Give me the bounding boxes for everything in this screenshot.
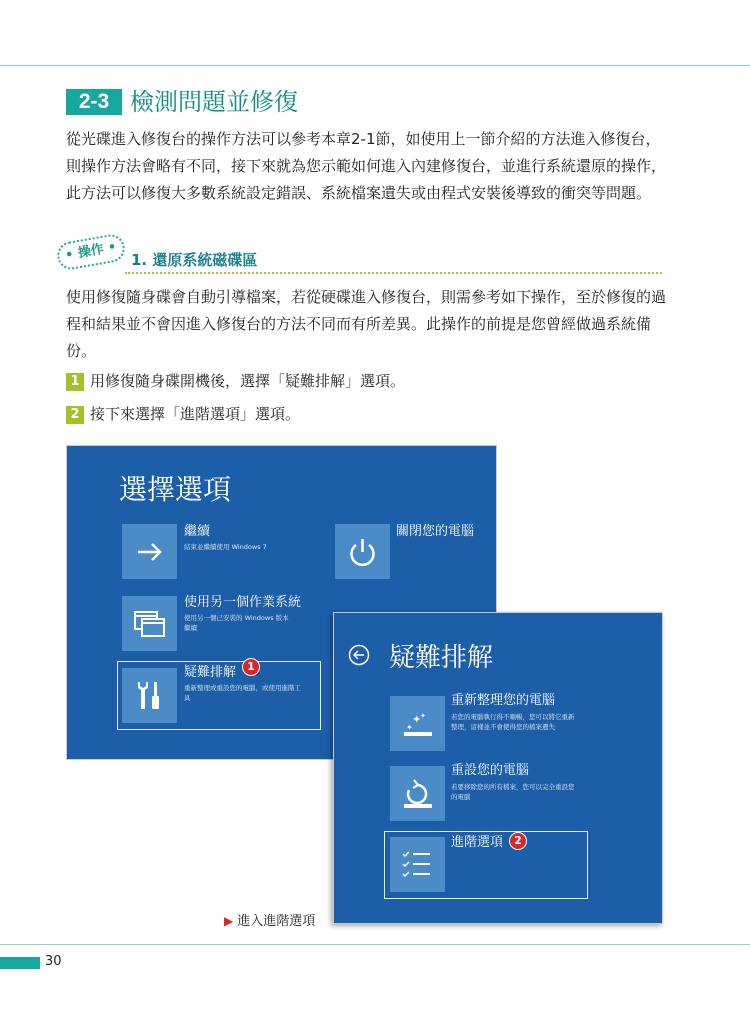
dotted-divider xyxy=(125,272,662,274)
windows-stack-icon xyxy=(122,596,177,651)
back-arrow-icon xyxy=(348,644,370,666)
continue-tile[interactable] xyxy=(122,524,177,579)
svg-text:✦: ✦ xyxy=(412,713,422,726)
intro-paragraph: 從光碟進入修復台的操作方法可以參考本章2-1節，如使用上一節介紹的方法進入修復台，則操作方法會略有不同，接下來就為您示範如何進入內建修復台，並進行系統還原的操作，此方法可以修復大多數系統設定錯誤、系統檔案遺失或由程式安裝後導致的衝突等問題。 xyxy=(66,130,667,202)
svg-text:✦: ✦ xyxy=(406,723,413,732)
figure-caption xyxy=(224,910,315,929)
continue-option-desc: 結束並繼續使用 Windows 7 xyxy=(184,543,267,551)
screen-title: 選擇選項 xyxy=(119,473,232,506)
step-2 xyxy=(66,404,300,424)
other-os-option-title[interactable]: 使用另一個作業系統 xyxy=(184,595,302,610)
back-button[interactable] xyxy=(348,644,370,670)
screen-title: 疑難排解 xyxy=(389,643,494,673)
callout-2-badge: 2 xyxy=(509,832,527,850)
page-number-bar xyxy=(0,957,40,969)
tools-icon xyxy=(122,668,177,723)
reset-pc-option-title[interactable]: 重設您的電腦 xyxy=(451,763,530,778)
section-number-badge: 2-3 xyxy=(66,89,122,115)
shutdown-tile[interactable] xyxy=(335,524,390,579)
advanced-options-tile[interactable] xyxy=(390,837,445,892)
operation-tag-label: 操作 xyxy=(76,241,106,262)
section-title: 檢測問題並修復 xyxy=(130,88,298,116)
refresh-pc-tile[interactable] xyxy=(390,696,445,751)
refresh-pc-option-title[interactable]: 重新整理您的電腦 xyxy=(451,693,556,708)
operation-tag: • 操作 • xyxy=(55,232,127,271)
operation-title: 1. 還原系統磁碟區 xyxy=(131,251,258,269)
refresh-pc-option-desc: 若您的電腦執行得不順暢，您可以將它重新整理，這樣並不會使得您的檔案遺失 xyxy=(451,713,575,731)
arrow-right-icon xyxy=(122,524,177,579)
advanced-options-option-title[interactable]: 進階選項 xyxy=(451,835,504,850)
troubleshoot-option-desc: 重新整理或重設您的電腦，或使用進階工具 xyxy=(184,684,301,702)
troubleshoot-screen xyxy=(333,612,663,924)
continue-option-title[interactable]: 繼續 xyxy=(184,524,211,539)
shutdown-option-title[interactable]: 關閉您的電腦 xyxy=(396,524,475,539)
page-number: 30 xyxy=(45,954,62,969)
step-number-badge: 1 xyxy=(66,373,84,391)
troubleshoot-option-title[interactable]: 疑難排解 xyxy=(184,665,237,680)
reset-pc-icon xyxy=(390,766,445,821)
step-number-badge: 2 xyxy=(66,406,84,424)
reset-pc-tile[interactable] xyxy=(390,766,445,821)
caption-text: 進入進階選項 xyxy=(237,914,316,929)
bottom-rule xyxy=(0,944,750,945)
caption-triangle-icon: ▶ xyxy=(224,914,234,928)
other-os-option-desc: 使用另一個已安裝的 Windows 版本繼續 xyxy=(184,614,289,632)
checklist-icon xyxy=(390,837,445,892)
reset-pc-option-desc: 若要移除您的所有檔案，您可以完全重設您的電腦 xyxy=(451,783,575,801)
other-os-tile[interactable] xyxy=(122,596,177,651)
power-icon xyxy=(335,524,390,579)
svg-text:✦: ✦ xyxy=(420,712,426,720)
step-1 xyxy=(66,371,405,391)
refresh-pc-icon xyxy=(390,696,445,751)
troubleshoot-tile[interactable] xyxy=(122,668,177,723)
operation-description: 使用修復隨身碟會自動引導檔案，若從硬碟進入修復台，則需參考如下操作，至於修復的過程和結果並不會因進入修復台的方法不同而有所差異。此操作的前提是您曾經做過系統備份。 xyxy=(66,288,667,360)
top-rule xyxy=(0,65,750,66)
step-text: 用修復隨身碟開機後，選擇「疑難排解」選項。 xyxy=(90,372,406,390)
step-text: 接下來選擇「進階選項」選項。 xyxy=(90,405,301,423)
callout-1-badge: 1 xyxy=(242,658,260,676)
